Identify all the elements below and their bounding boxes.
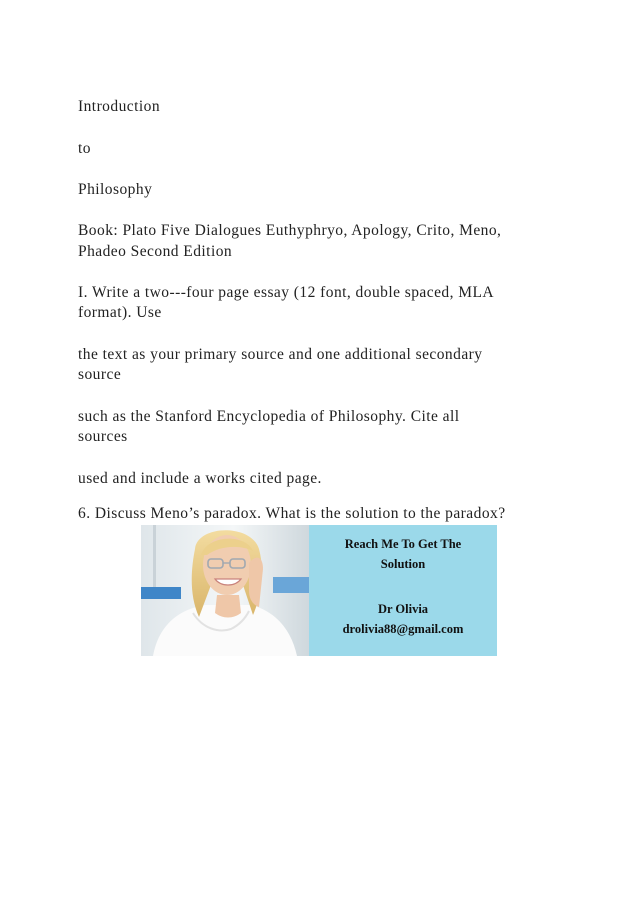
promo-subheadline: Solution — [380, 557, 426, 571]
doc-line-question: 6. Discuss Meno’s paradox. What is the solution to the paradox? — [78, 505, 506, 522]
woman-photo-illustration — [141, 525, 309, 656]
contact-panel[interactable] — [309, 525, 497, 656]
promo-headline: Reach Me To Get The — [344, 537, 462, 551]
contact-name: Dr Olivia — [377, 602, 429, 616]
contact-advertisement[interactable] — [141, 525, 497, 656]
doc-line-instruction-6: sources — [78, 428, 128, 445]
doc-line-to: to — [78, 140, 91, 157]
doc-line-instruction-4: source — [78, 366, 122, 383]
doc-line-instruction-5: such as the Stanford Encyclopedia of Philosophy. Cite all — [78, 408, 460, 425]
doc-line-edition: Phadeo Second Edition — [78, 243, 233, 260]
doc-line-instruction-7: used and include a works cited page. — [78, 470, 322, 487]
doc-line-instruction-2: format). Use — [78, 304, 162, 321]
doc-line-instruction-3: the text as your primary source and one additional secondary — [78, 346, 483, 363]
doc-line-instruction-1: I. Write a two---four page essay (12 font, double spaced, MLA — [78, 284, 495, 301]
doc-line-title: Introduction — [78, 98, 161, 115]
doc-line-book: Book: Plato Five Dialogues Euthyphryo, Apology, Crito, Meno, — [78, 222, 502, 239]
doc-line-subject: Philosophy — [78, 181, 153, 198]
contact-email[interactable]: drolivia88@gmail.com — [342, 622, 464, 636]
advertiser-photo — [141, 525, 309, 656]
